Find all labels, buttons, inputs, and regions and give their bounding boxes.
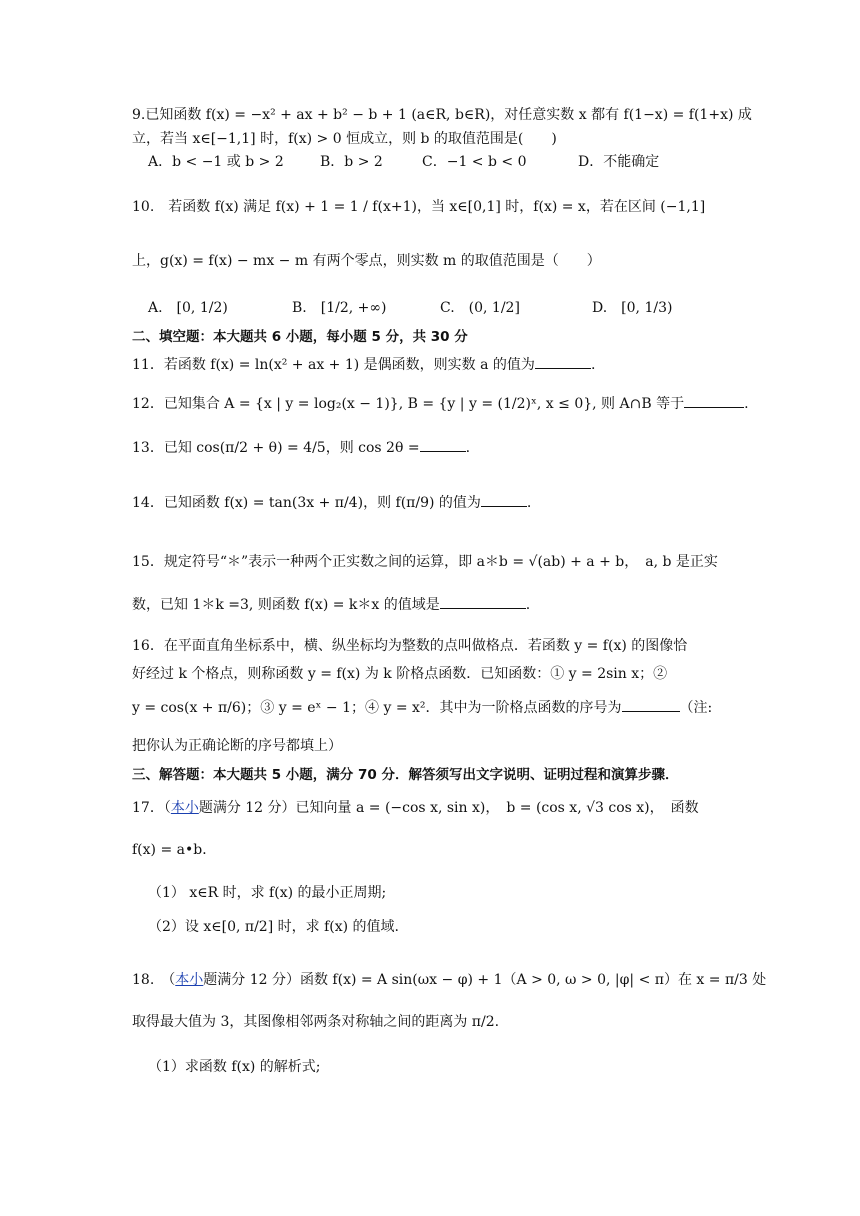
question-15-text: 数，已知 1＊k =3, 则函数 f(x) = k＊x 的值域是 <box>132 597 440 613</box>
section-2-heading: 二、填空题：本大题共 6 小题，每小题 5 分，共 30 分 <box>132 329 468 345</box>
question-12: 12．已知集合 A = {x | y = log₂(x − 1)}, B = {y | y = (1/2)ˣ, x ≤ 0}, 则 A∩B 等于 . <box>132 393 740 415</box>
question-12-text: 12．已知集合 A = {x | y = log₂(x − 1)}, B = {y | y = (1/2)ˣ, x ≤ 0}, 则 A∩B 等于 <box>132 396 685 412</box>
question-17-line-1 <box>132 797 740 819</box>
choice-b: B. [1/2, +∞) <box>292 300 387 316</box>
answer-blank <box>440 594 526 609</box>
question-17-line-2: f(x) = a•b． <box>132 842 217 858</box>
choice-b: B．b > 2 <box>320 154 383 170</box>
choice-c: C．−1 < b < 0 <box>422 154 527 170</box>
question-18-part-1: （1）求函数 f(x) 的解析式; <box>148 1059 321 1075</box>
question-16-line-1: 16．在平面直角坐标系中，横、纵坐标均为整数的点叫做格点．若函数 y = f(x) 的图像恰 <box>132 638 688 654</box>
answer-blank <box>684 393 744 408</box>
question-13: 13．已知 cos(π/2 + θ) = 4/5，则 cos 2θ = . <box>132 437 740 459</box>
question-14: 14．已知函数 f(x) = tan(3x + π/4)，则 f(π/9) 的值为 . <box>132 492 740 514</box>
question-18-text: 题满分 12 分）函数 f(x) = A sin(ωx − φ) + 1（A > 0, ω > 0, |φ| < π）在 x = π/3 处 <box>203 972 767 988</box>
choice-d: D. [0, 1/3) <box>592 300 673 316</box>
choice-a: A. [0, 1/2) <box>148 300 228 316</box>
question-11-text: 11．若函数 f(x) = ln(x² + ax + 1) 是偶函数，则实数 a 的值为 <box>132 357 535 373</box>
question-15-line-2: 数，已知 1＊k =3, 则函数 f(x) = k＊x 的值域是 . <box>132 594 740 616</box>
question-13-text: 13．已知 cos(π/2 + θ) = 4/5，则 cos 2θ = <box>132 440 420 456</box>
question-11: 11．若函数 f(x) = ln(x² + ax + 1) 是偶函数，则实数 a 的值为 . <box>132 354 740 376</box>
question-18-link[interactable]: 本小 <box>175 972 204 988</box>
question-16-note: （注: <box>679 700 713 716</box>
question-10-choices <box>148 297 748 319</box>
question-17-link[interactable]: 本小 <box>170 800 199 816</box>
question-16-line-3 <box>132 697 740 719</box>
choice-a: A．b < −1 或 b > 2 <box>148 154 284 170</box>
answer-blank <box>622 697 680 712</box>
question-16-line-2: 好经过 k 个格点，则称函数 y = f(x) 为 k 阶格点函数．已知函数：① y = 2sin x；② <box>132 666 668 682</box>
question-10-line-2: 上，g(x) = f(x) − mx − m 有两个零点，则实数 m 的取值范围是（ ） <box>132 253 601 269</box>
question-18-line-2: 取得最大值为 3，其图像相邻两条对称轴之间的距离为 π/2. <box>132 1014 500 1030</box>
answer-blank <box>420 437 466 452</box>
choice-c: C. (0, 1/2] <box>440 300 520 316</box>
question-18-line-1 <box>132 969 767 991</box>
question-9-choices <box>148 151 748 173</box>
question-16-line-4: 把你认为正确论断的序号都填上） <box>132 738 342 754</box>
answer-blank <box>481 492 527 507</box>
question-10-line-1: 10. 若函数 f(x) 满足 f(x) + 1 = 1 / f(x+1)，当 x∈[0,1] 时，f(x) = x，若在区间 (−1,1] <box>132 199 706 215</box>
question-17-number: 17．（ <box>132 800 171 816</box>
question-17-part-2: （2）设 x∈[0, π/2] 时，求 f(x) 的值域. <box>148 919 399 935</box>
choice-d: D．不能确定 <box>578 154 660 170</box>
question-18-number: 18. （ <box>132 972 176 988</box>
question-9-line-2: 立，若当 x∈[−1,1] 时，f(x) > 0 恒成立，则 b 的取值范围是( ) <box>132 131 557 147</box>
question-14-text: 14．已知函数 f(x) = tan(3x + π/4)，则 f(π/9) 的值为 <box>132 495 481 511</box>
question-17-text: 题满分 12 分）已知向量 a = (−cos x, sin x)， b = (cos x, √3 cos x)， 函数 <box>198 800 699 816</box>
question-16-text: y = cos(x + π/6)；③ y = eˣ − 1；④ y = x²．其中为一阶格点函数的序号为 <box>132 700 622 716</box>
answer-blank <box>535 354 591 369</box>
section-3-heading: 三、解答题：本大题共 5 小题，满分 70 分．解答须写出文字说明、证明过程和演算步骤． <box>132 767 679 783</box>
question-17-part-1: （1） x∈R 时，求 f(x) 的最小正周期; <box>148 885 387 901</box>
question-15-line-1: 15．规定符号“＊”表示一种两个正实数之间的运算，即 a＊b = √(ab) + a + b， a, b 是正实 <box>132 554 718 570</box>
question-9-line-1: 9.已知函数 f(x) = −x² + ax + b² − b + 1 (a∈R, b∈R)，对任意实数 x 都有 f(1−x) = f(1+x) 成 <box>132 107 752 123</box>
